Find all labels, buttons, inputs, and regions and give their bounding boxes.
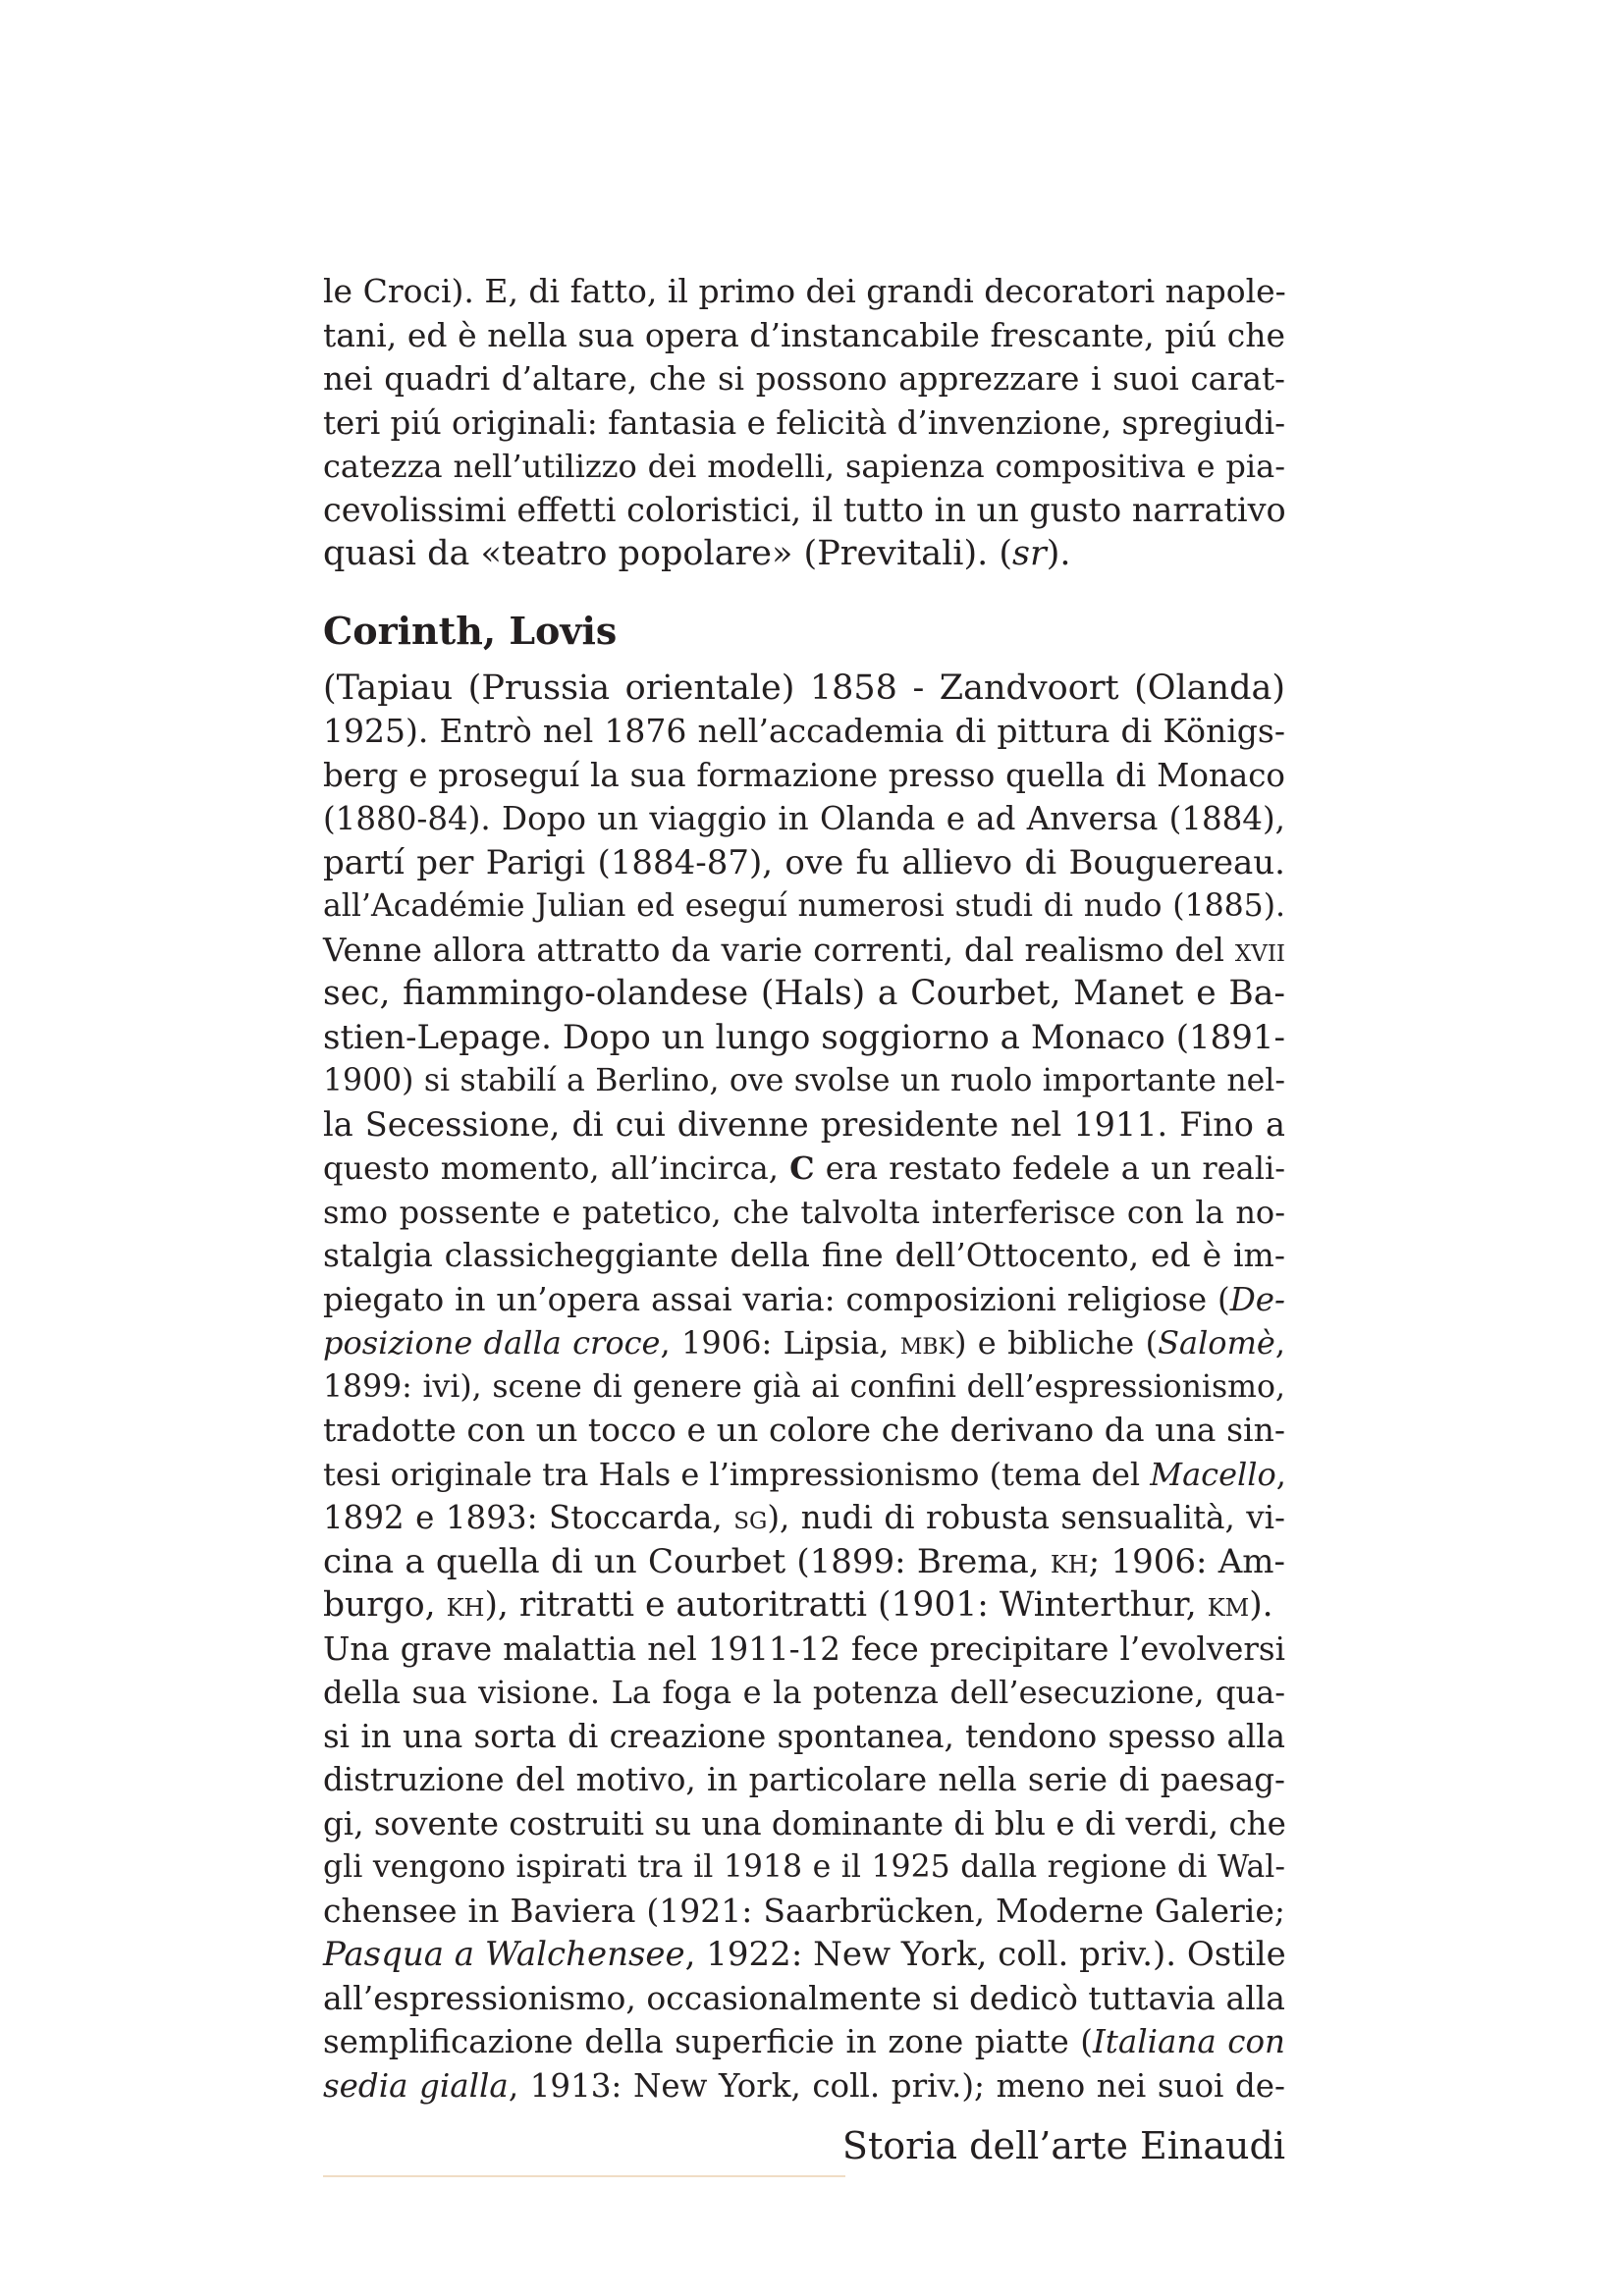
text-line: berg e proseguí la sua formazione presso quella di Monaco [323, 756, 1285, 794]
footer-rule [323, 2175, 845, 2177]
page-body [323, 270, 1285, 2108]
text-line: 1900) si stabilí a Berlino, ove svolse un ruolo importante nel- [323, 1063, 1285, 1098]
artwork-title: Salomè [1158, 1324, 1275, 1362]
text-line: stalgia classicheggiante della fine dell’Ottocento, ed è im- [323, 1236, 1285, 1274]
text-line [323, 1583, 1285, 1628]
artwork-title: posizione dalla croce [323, 1324, 661, 1362]
text-run: , [1274, 1324, 1286, 1362]
entry-initial: C [789, 1149, 815, 1187]
text-run: quasi da «teatro popolare» (Previtali). ( [323, 534, 1013, 573]
text-line: tradotte con un tocco e un colore che derivano da una sin- [323, 1411, 1285, 1449]
text-run: , 1922: New York, coll. priv.). Ostile [684, 1935, 1286, 1974]
museum-abbrev: mbk [899, 1324, 954, 1362]
text-line [323, 1933, 1285, 1977]
text-run: , 1913: New York, coll. priv.); meno nei suoi de- [508, 2066, 1286, 2105]
text-line: partí per Parigi (1884-87), ove fu allievo di Bouguereau. [323, 842, 1285, 882]
text-line: (1880-84). Dopo un viaggio in Olanda e ad Anversa (1884), [323, 800, 1285, 837]
text-line: cevolissimi effetti coloristici, il tutto in un gusto narrativo [323, 490, 1286, 529]
artwork-title: sedia gialla [323, 2066, 509, 2105]
artwork-title: De- [1229, 1280, 1285, 1318]
text-run: ), ritratti e autoritratti (1901: Winterthur, [484, 1585, 1208, 1625]
text-line [323, 1496, 1285, 1540]
text-run: , 1906: Lipsia, [660, 1324, 900, 1362]
entry-body [323, 667, 1285, 2109]
text-line [323, 2020, 1285, 2064]
text-run: ). [1046, 534, 1071, 573]
text-line: all’espressionismo, occasionalmente si dedicò tuttavia alla [323, 1978, 1285, 2017]
text-line [323, 532, 1285, 576]
publication-title: Storia dell’arte Einaudi [841, 2124, 1285, 2167]
artwork-title: Macello [1150, 1455, 1276, 1493]
museum-abbrev: sg [733, 1499, 768, 1536]
text-line [323, 929, 1285, 973]
text-line: la Secessione, di cui divenne presidente nel 1911. Fino a [323, 1104, 1285, 1144]
text-line: 1899: ivi), scene di genere già ai confini dell’espressionismo, [323, 1368, 1285, 1405]
text-line: tani, ed è nella sua opera d’instancabile frescante, piú che [323, 315, 1285, 354]
text-run: , [1275, 1455, 1286, 1493]
text-run: ). [1249, 1585, 1273, 1625]
artwork-title: Pasqua a Walchensee [323, 1935, 685, 1974]
text-run: piegato in un’opera assai varia: composizioni religiose ( [323, 1280, 1230, 1318]
text-run: Venne allora attratto da varie correnti, dal realismo del [323, 931, 1235, 969]
text-run: 1892 e 1893: Stoccarda, [323, 1499, 734, 1536]
entry-title: Corinth, Lovis [323, 608, 618, 653]
museum-abbrev: kh [446, 1585, 485, 1625]
text-line: distruzione del motivo, in particolare nella serie di paesag- [323, 1761, 1285, 1798]
text-line: teri piú originali: fantasia e felicità d’invenzione, spregiudi- [323, 403, 1286, 442]
text-line: all’Académie Julian ed eseguí numerosi studi di nudo (1885). [323, 888, 1285, 924]
text-line: catezza nell’utilizzo dei modelli, sapienza compositiva e pia- [323, 448, 1285, 485]
text-line [323, 1453, 1285, 1497]
text-run: ) e bibliche ( [953, 1324, 1159, 1362]
text-line: gi, sovente costruiti su una dominante di blu e di verdi, che [323, 1804, 1286, 1842]
museum-abbrev: kh [1050, 1541, 1089, 1581]
text-line: gli vengono ispirati tra il 1918 e il 1925 dalla regione di Wal- [323, 1849, 1285, 1885]
text-run: questo momento, all’incirca, [323, 1149, 790, 1187]
intro-paragraph [323, 270, 1285, 576]
text-run: era restato fedele a un reali- [814, 1149, 1286, 1187]
author-signature: sr [1012, 534, 1047, 573]
text-line [323, 1321, 1285, 1365]
text-line: smo possente e patetico, che talvolta interferisce con la no- [323, 1193, 1285, 1231]
page-footer [323, 2109, 1285, 2167]
text-line: chensee in Baviera (1921: Saarbrücken, Moderne Galerie; [323, 1891, 1285, 1930]
text-line [323, 2064, 1285, 2109]
text-line: 1925). Entrò nel 1876 nell’accademia di pittura di Königs- [323, 712, 1285, 750]
text-line: Una grave malattia nel 1911-12 fece precipitare l’evolversi [323, 1629, 1285, 1668]
text-run: ), nudi di robusta sensualità, vi- [767, 1499, 1285, 1536]
century-numeral: xvii [1234, 931, 1285, 969]
text-line: le Croci). E, di fatto, il primo dei grandi decoratori napole- [323, 272, 1286, 310]
text-line: nei quadri d’altare, che si possono apprezzare i suoi carat- [323, 360, 1285, 398]
artwork-title: Italiana con [1092, 2023, 1285, 2060]
text-line: si in una sorta di creazione spontanea, tendono spesso alla [323, 1717, 1285, 1755]
text-run: ; 1906: Am- [1088, 1541, 1285, 1581]
text-line [323, 1278, 1285, 1322]
text-line: (Tapiau (Prussia orientale) 1858 - Zandvoort (Olanda) [323, 667, 1285, 708]
text-run: semplificazione della superficie in zone piatte ( [323, 2023, 1093, 2060]
text-line: stien-Lepage. Dopo un lungo soggiorno a Monaco (1891- [323, 1017, 1285, 1057]
text-line [323, 1147, 1285, 1191]
text-run: cina a quella di un Courbet (1899: Brema, [323, 1541, 1051, 1581]
text-line: della sua visione. La foga e la potenza dell’esecuzione, qua- [323, 1674, 1285, 1711]
text-run: burgo, [323, 1585, 447, 1625]
text-line [323, 1540, 1285, 1584]
text-line: sec, fiammingo-olandese (Hals) a Courbet, Manet e Ba- [323, 974, 1285, 1013]
museum-abbrev: km [1207, 1585, 1250, 1625]
text-run: tesi originale tra Hals e l’impressionismo (tema del [323, 1455, 1151, 1493]
